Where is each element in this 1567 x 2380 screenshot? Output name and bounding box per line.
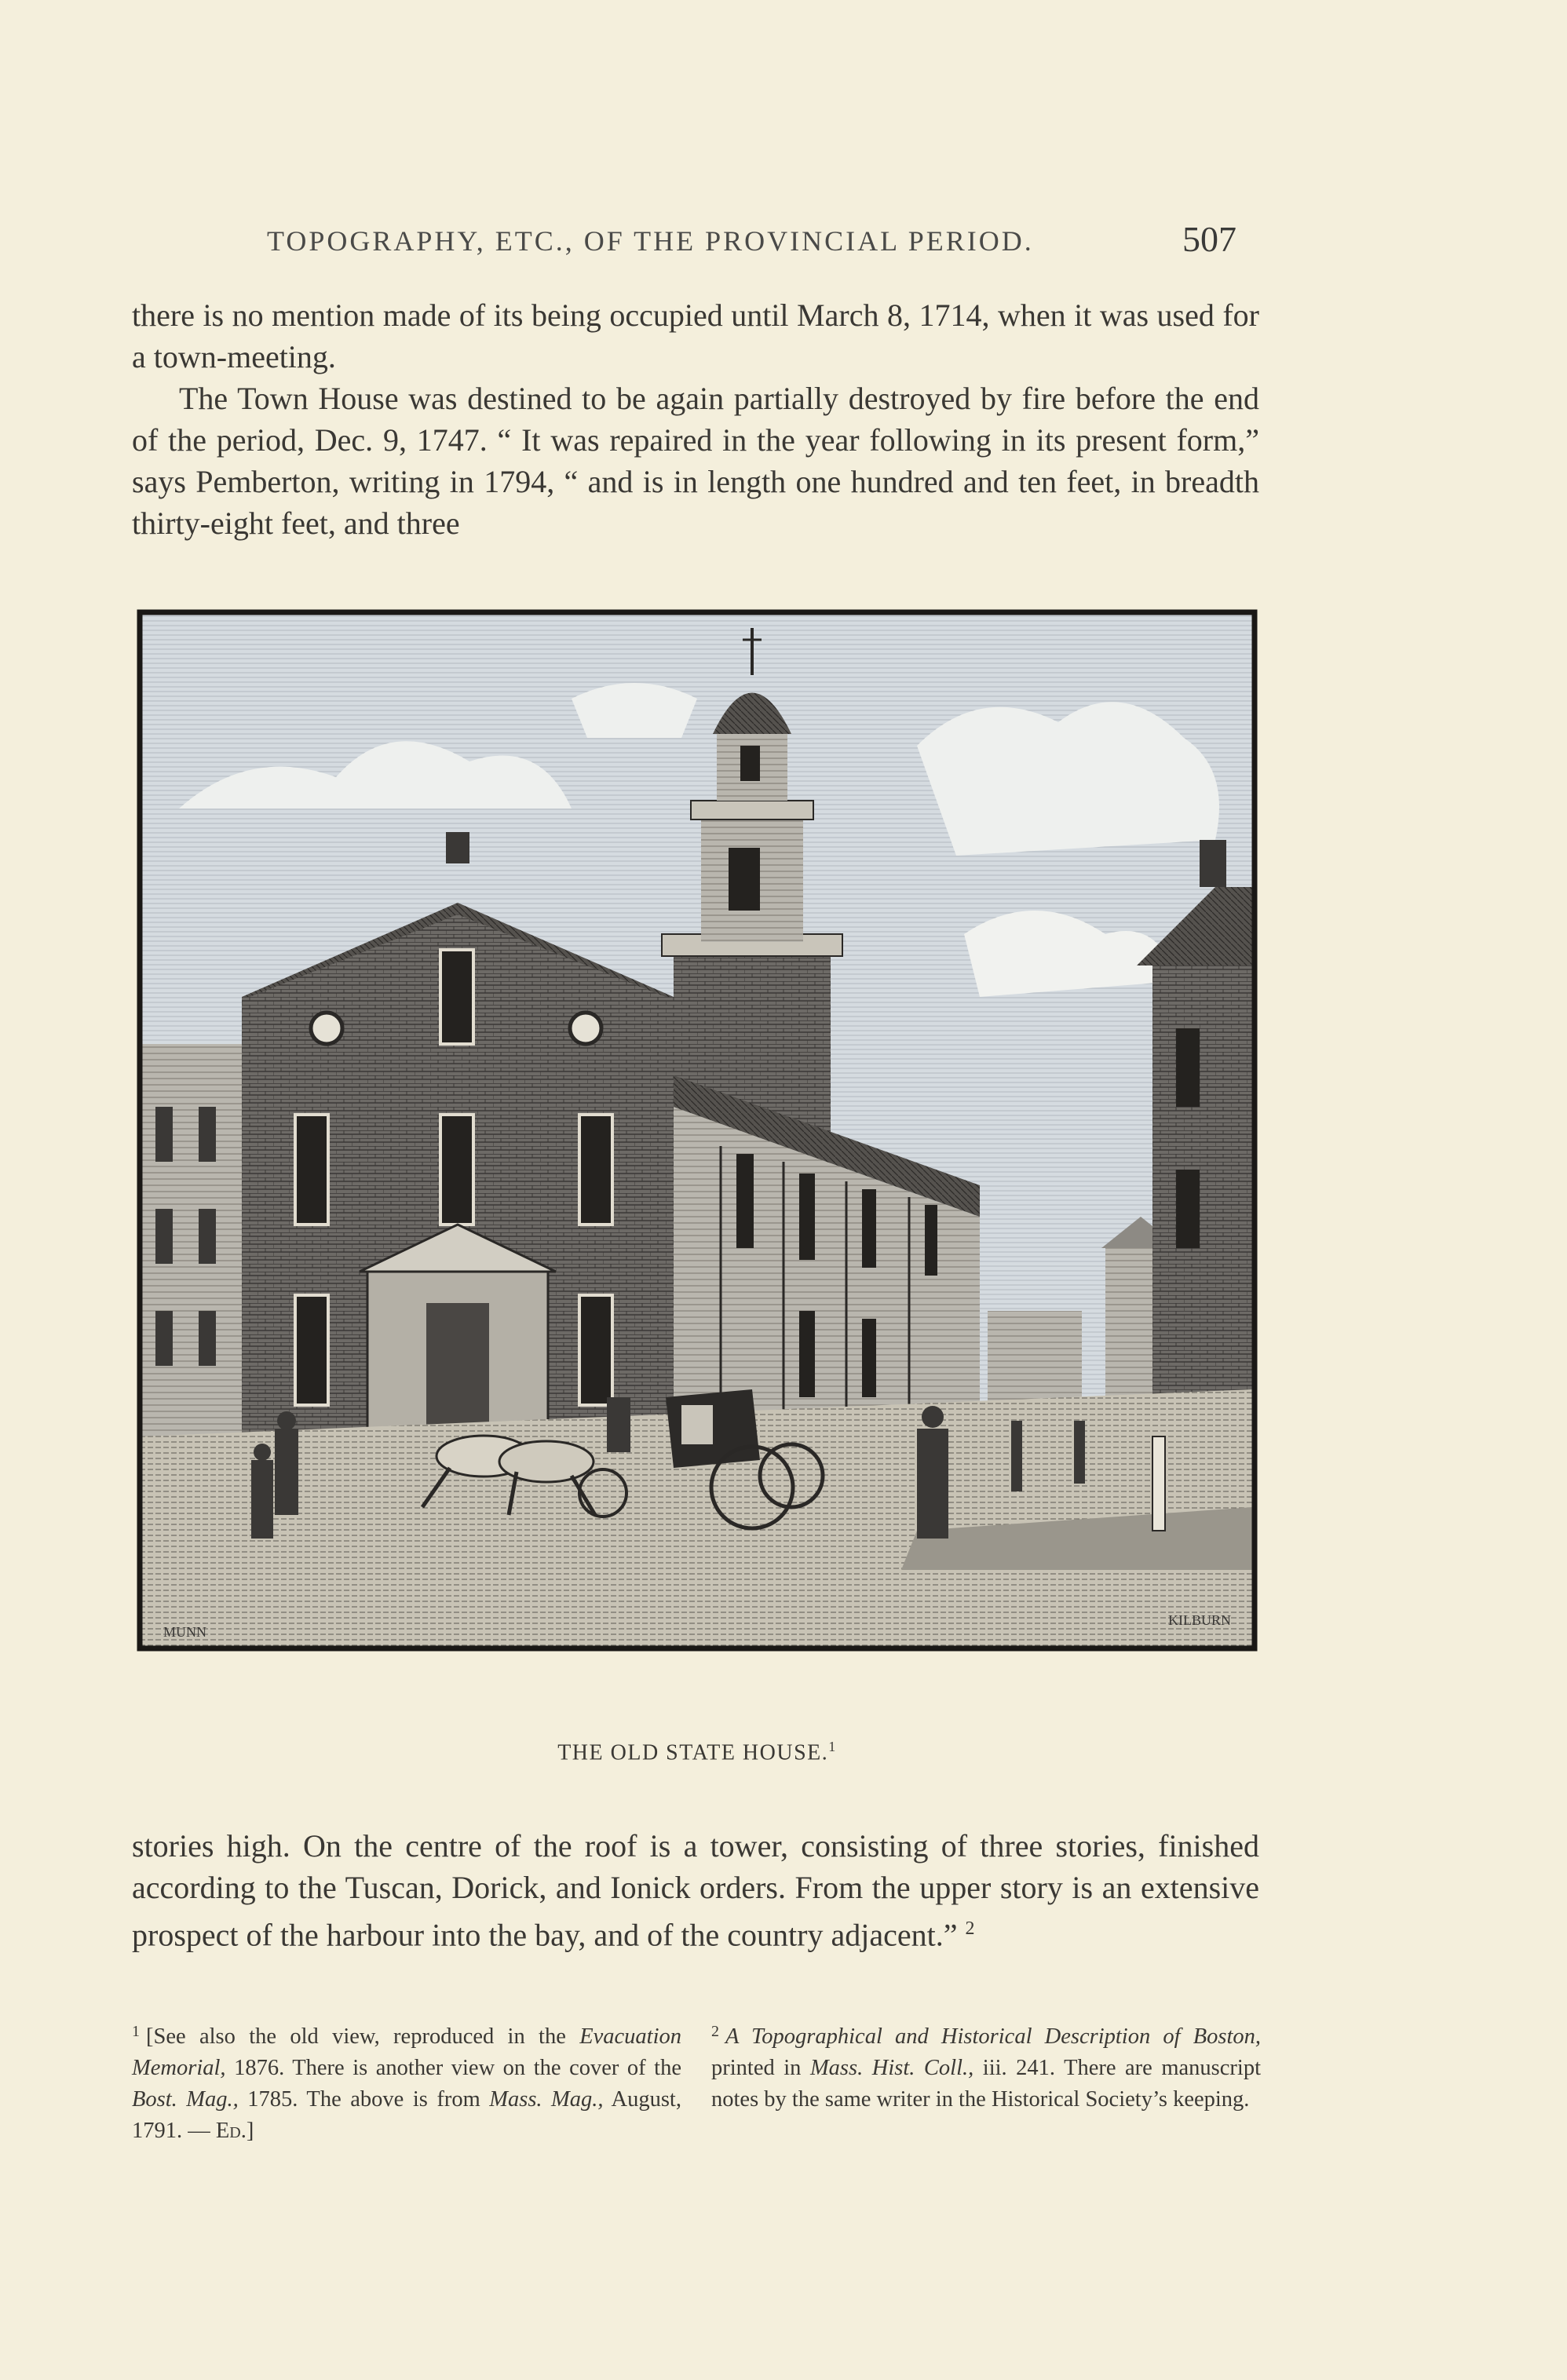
running-title: TOPOGRAPHY, ETC., OF THE PROVINCIAL PERIOD. — [267, 225, 1034, 257]
note-ref: 2 — [965, 1918, 975, 1939]
paragraph-text: stories high. On the centre of the roof is a tower, consisting of three stories, finished according to the Tuscan, Dorick, and Ionick orders. From the upper story is an extensive prospect of the harbour into the bay, and of the country adjacent.” — [132, 1828, 1259, 1953]
footnote-italic: Evacuation Memorial, — [132, 2024, 681, 2080]
figure-caption — [132, 1739, 1262, 1765]
footnote-text: iii. 241. There are manuscript notes by the same writer in the Historical Society’s keeping. — [711, 2056, 1261, 2112]
footnote-text: printed in — [711, 2056, 810, 2080]
footnote-text: August, 1791. — — [132, 2087, 681, 2143]
footnote-italic: A Topographical and Historical Description of Boston, — [725, 2024, 1261, 2049]
footnote-2 — [711, 2016, 1261, 2115]
footnote-text: 1785. The above is from — [238, 2087, 490, 2112]
footnote-text: [See also the old view, reproduced in the — [146, 2024, 580, 2049]
running-head — [133, 218, 1264, 265]
footnote-mark: 2 — [711, 2023, 719, 2040]
figure — [132, 604, 1262, 1765]
footnotes — [132, 2016, 1262, 2157]
paragraph: there is no mention made of its being occupied until March 8, 1714, when it was used for a town-meeting. — [132, 298, 1259, 374]
body-text-bottom — [132, 1825, 1259, 1955]
footnote-mark: 1 — [132, 2023, 140, 2040]
engraver-right: KILBURN — [1168, 1612, 1231, 1628]
caption-note: 1 — [828, 1739, 837, 1754]
caption-text: THE OLD STATE HOUSE. — [557, 1740, 829, 1765]
engraver-left: MUNN — [163, 1624, 207, 1640]
footnote-italic: Mass. Mag., — [489, 2087, 604, 2112]
engraving-old-state-house — [132, 604, 1262, 1703]
paragraph: The Town House was destined to be again partially destroyed by fire before the end of the period, Dec. 9, 1747. “ It was repaired in the year following in its present form,” says Pemberton, writing in 1794, “ and is in length one hundred and ten feet, in breadth thirty-eight feet, and three — [132, 381, 1259, 541]
footnote-editor: Ed.] — [215, 2119, 254, 2143]
footnote-text: 1876. There is another view on the cover of the — [225, 2056, 681, 2080]
footnote-1 — [132, 2016, 681, 2147]
page-number: 507 — [1182, 219, 1236, 259]
footnote-italic: Mass. Hist. Coll., — [809, 2056, 974, 2080]
paragraph — [132, 1825, 1259, 1955]
body-text-top — [132, 294, 1259, 544]
footnote-italic: Bost. Mag., — [132, 2087, 239, 2112]
